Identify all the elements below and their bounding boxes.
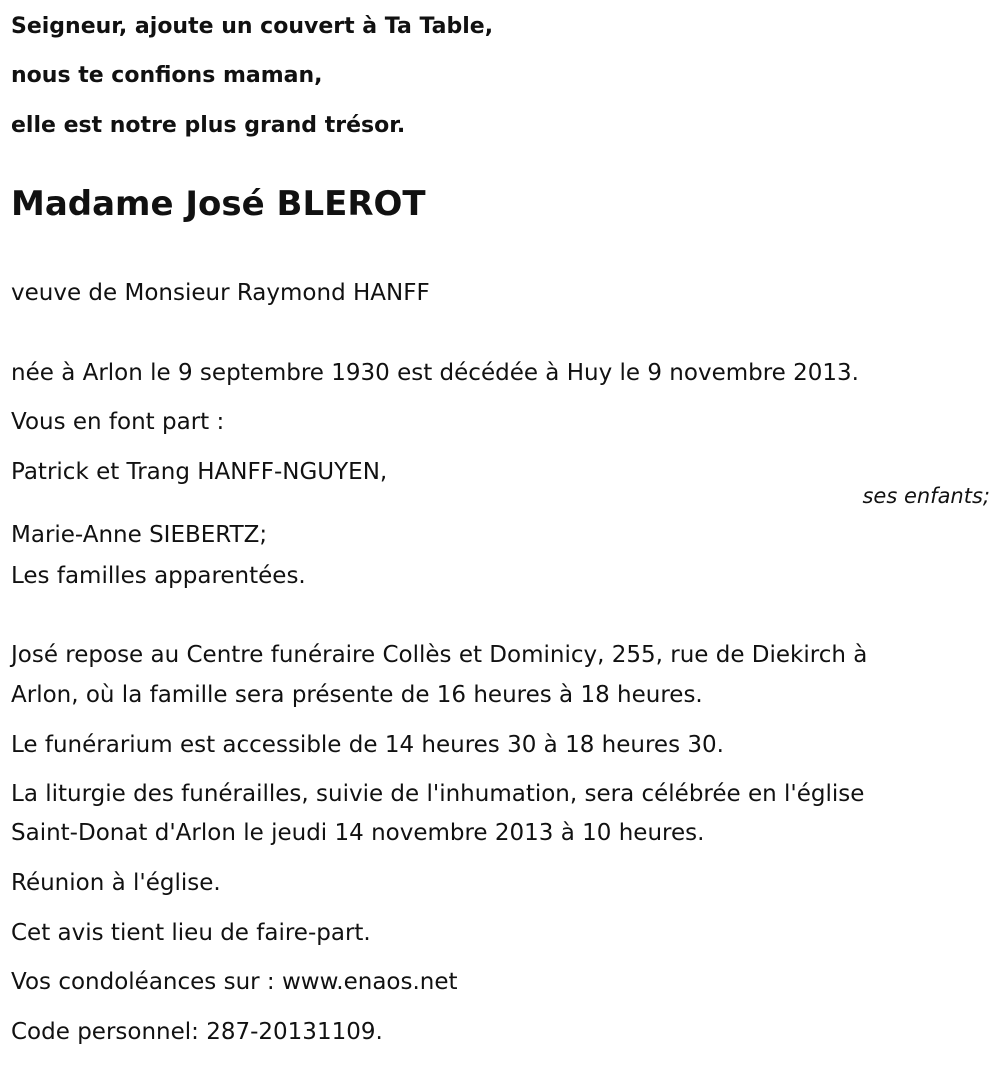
other-family-line: Marie-Anne SIEBERTZ; <box>11 522 268 548</box>
poem-line-2: nous te confions maman, <box>11 63 323 88</box>
announcers-intro: Vous en font part : <box>11 409 225 435</box>
children-role: ses enfants; <box>862 484 990 508</box>
families-line: Les familles apparentées. <box>11 563 306 589</box>
notice-line: Cet avis tient lieu de faire-part. <box>11 920 371 946</box>
poem-line-3: elle est notre plus grand trésor. <box>11 113 406 138</box>
deceased-name: Madame José BLEROT <box>11 184 426 224</box>
reunion-line: Réunion à l'église. <box>11 870 221 896</box>
widow-of-line: veuve de Monsieur Raymond HANFF <box>11 280 430 306</box>
funerarium-hours: Le funérarium est accessible de 14 heures 30 à 18 heures 30. <box>11 732 724 758</box>
rest-location-line-2: Arlon, où la famille sera présente de 16 heures à 18 heures. <box>11 682 703 708</box>
liturgy-line-2: Saint-Donat d'Arlon le jeudi 14 novembre 2013 à 10 heures. <box>11 820 705 846</box>
birth-death-line: née à Arlon le 9 septembre 1930 est décédée à Huy le 9 novembre 2013. <box>11 360 859 386</box>
condolences-line: Vos condoléances sur : www.enaos.net <box>11 969 458 995</box>
rest-location-line-1: José repose au Centre funéraire Collès et Dominicy, 255, rue de Diekirch à <box>11 642 868 668</box>
children-line: Patrick et Trang HANFF-NGUYEN, <box>11 459 388 485</box>
liturgy-line-1: La liturgie des funérailles, suivie de l'inhumation, sera célébrée en l'église <box>11 781 865 807</box>
personal-code-line: Code personnel: 287-20131109. <box>11 1019 383 1045</box>
poem-line-1: Seigneur, ajoute un couvert à Ta Table, <box>11 14 494 39</box>
